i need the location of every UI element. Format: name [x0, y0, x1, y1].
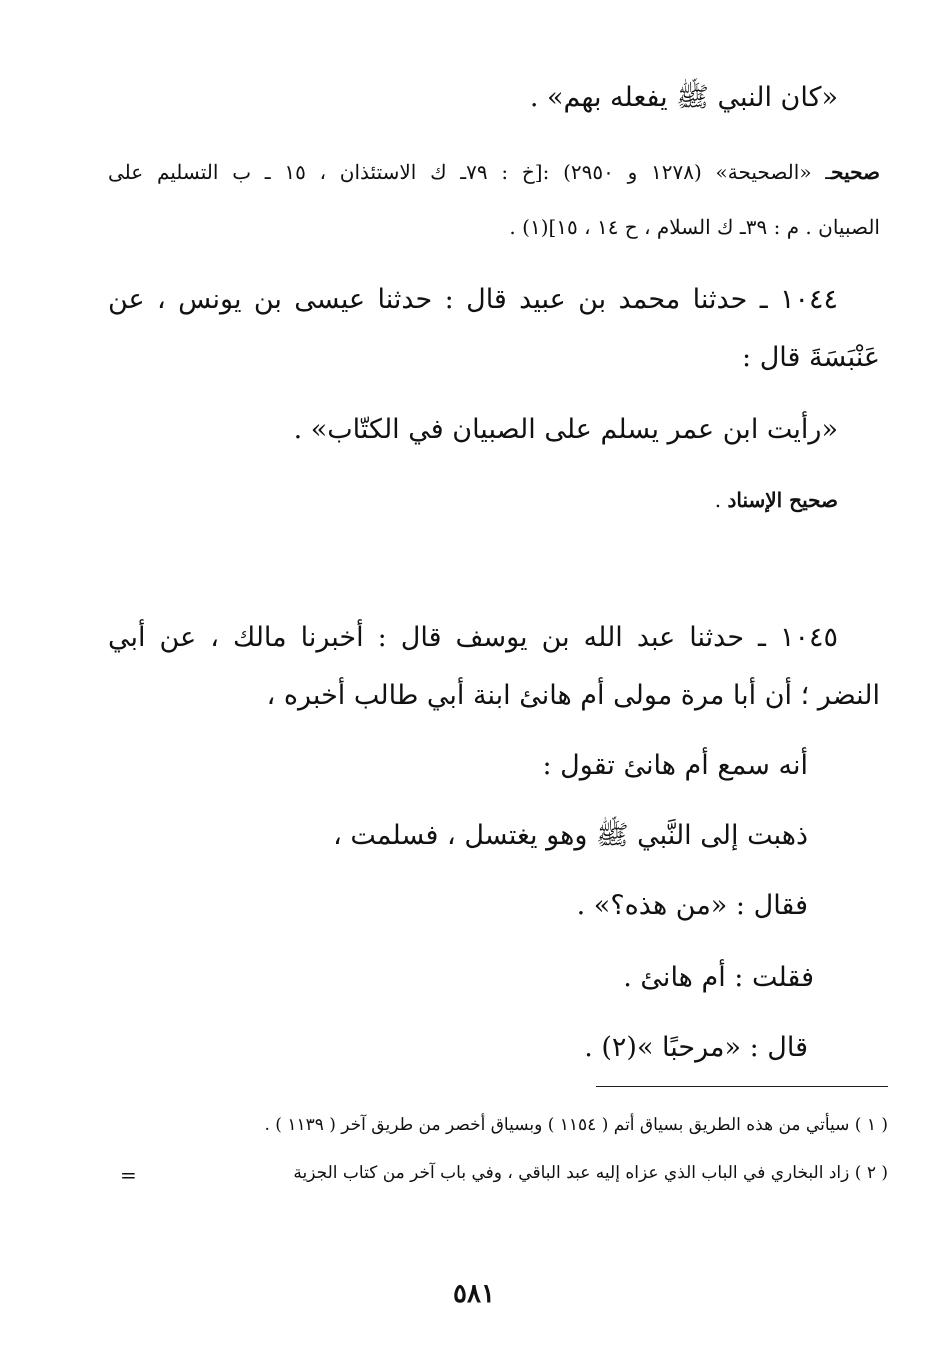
grading-line-2: الصبيان . م : ٣٩ـ ك السلام ، ح ١٤ ، ١٥](١) . [509, 215, 880, 239]
footnote-1: ( ١ ) سيأتي من هذه الطريق بسياق أتم ( ١١٥٤ ) وبسياق أخصر من طريق آخر ( ١١٣٩ ) . [264, 1115, 888, 1135]
hadith-1045-line-2: النضر ؛ أن أبا مرة مولى أم هانئ ابنة أبي طالب أخبره ، [266, 680, 880, 711]
hadith-1044-line-2: عَنْبَسَةَ قال : [742, 342, 880, 373]
footnote-continuation-mark: = [120, 1163, 137, 1187]
hadith-1045-line-4: ذهبت إلى النَّبي ﷺ وهو يغتسل ، فسلمت ، [333, 820, 808, 851]
grading-isnad-period: . [714, 488, 728, 512]
hadith-1045-line-1: ١٠٤٥ ـ حدثنا عبد الله بن يوسف قال : أخبرنا مالك ، عن أبي [108, 622, 838, 653]
hadith-1045-line-5: فقال : «من هذه؟» . [576, 890, 808, 921]
quote-line-1: «كان النبي ﷺ يفعله بهم» . [529, 82, 838, 113]
grading-isnad [98, 485, 838, 515]
hadith-1044-line-1: ١٠٤٤ ـ حدثنا محمد بن عبيد قال : حدثنا عيسى بن يونس ، عن [108, 284, 838, 315]
hadith-1045-line-3: أنه سمع أم هانئ تقول : [542, 750, 808, 781]
grading-isnad-label: صحيح الإسناد [727, 488, 838, 512]
hadith-1045-line-6: فقلت : أم هانئ . [623, 962, 814, 993]
hadith-1045-line-7: قال : «مرحبًا »(٢) . [584, 1032, 808, 1063]
grading-text: ـ «الصحيحة» (١٢٧٨ و ٢٩٥٠) :[خ : ٧٩ـ ك الاستئذان ، ١٥ ـ ب التسليم على [108, 160, 832, 184]
grading-label: صحيح [831, 160, 880, 184]
footnote-separator [596, 1086, 888, 1087]
quote-ibn-umar: «رأيت ابن عمر يسلم على الصبيان في الكتّاب» . [293, 414, 838, 445]
grading-line-1 [108, 157, 880, 187]
footnote-2: ( ٢ ) زاد البخاري في الباب الذي عزاه إليه عبد الباقي ، وفي باب آخر من كتاب الجزية [293, 1163, 888, 1183]
page-number: ٥٨١ [453, 1279, 495, 1309]
